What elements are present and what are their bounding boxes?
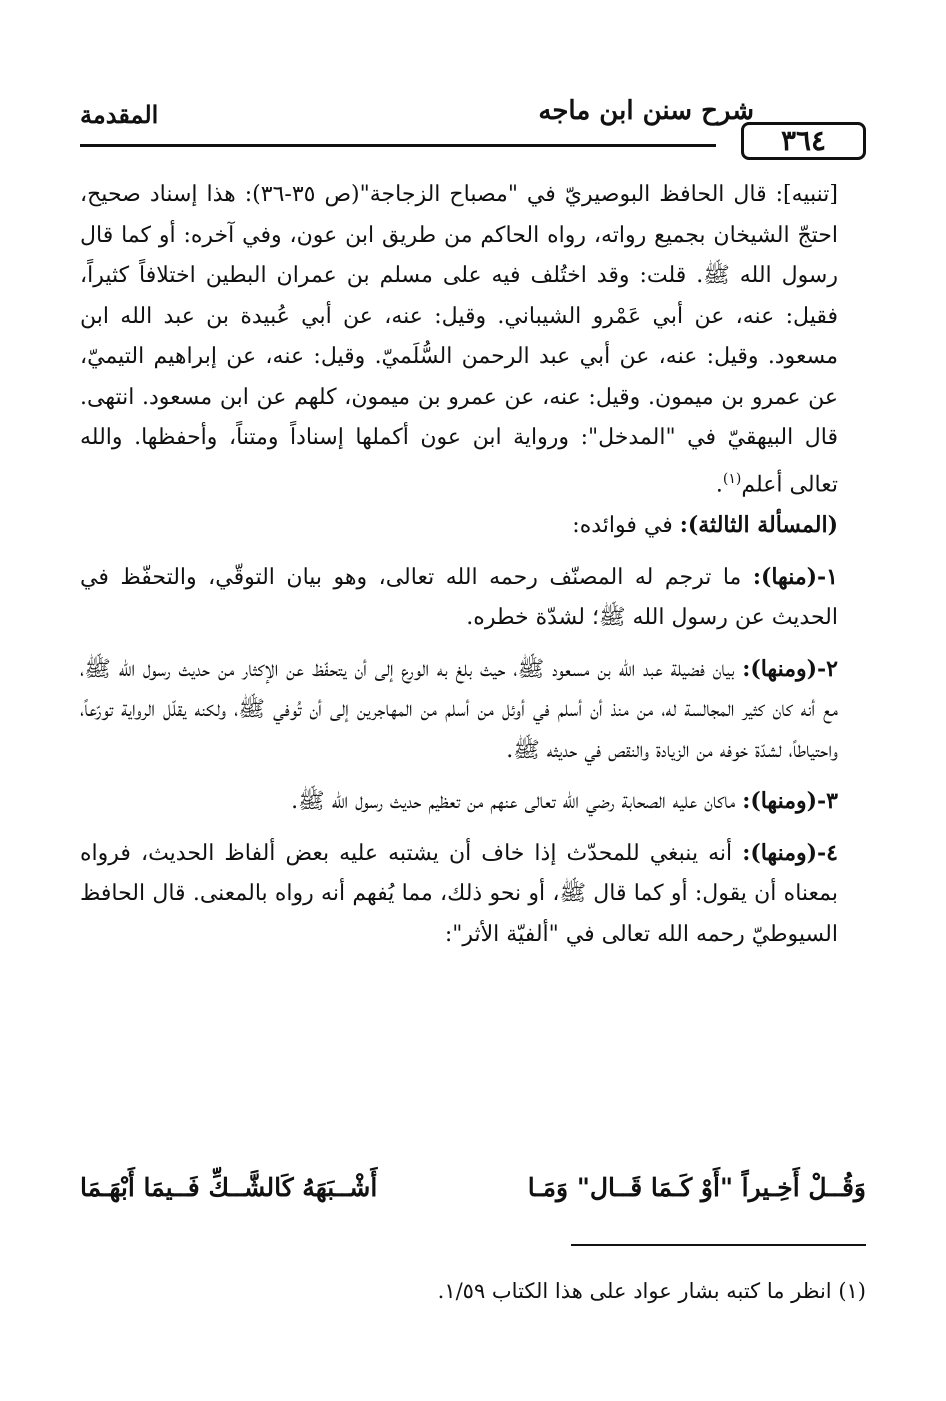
benefit-2 — [80, 649, 866, 772]
benefit-label: ٢-(ومنها): — [742, 655, 838, 682]
benefit-label: ١-(منها): — [752, 563, 838, 590]
benefit-text: ماكان عليه الصحابة رضي الله تعالى عنهم من تعظيم حديث رسول الله ﷺ. — [291, 789, 743, 815]
verse-first-hemistich: وَقُــلْ أَخِـيراً "أَوْ كَـمَا قَــال" وَمَـا — [527, 1173, 866, 1202]
footnote-ref: (١) — [722, 470, 742, 487]
benefit-label: ٣-(ومنها): — [742, 788, 838, 815]
benefit-text: بيان فضيلة عبد الله بن مسعود ﷺ، حيث بلغ به الورع إلى أن يتحفّظ عن الإكثار من حديث رسول الله ﷺ، مع أنه كان كثير المجالسة له، من منذ أن أسلم في أوئل من أسلم من المهاجرين إلى أن تُوفي ﷺ، ولكنه يقلّل الرواية تورّعاً، واحتياطاً، لشدّة خوفه من الزيادة والنقص في حديثه ﷺ. — [80, 656, 838, 763]
benefit-3 — [80, 781, 866, 823]
benefit-label: ٤-(ومنها): — [742, 839, 838, 866]
benefit-1 — [80, 557, 866, 639]
benefit-text: ما ترجم له المصنّف رحمه الله تعالى، وهو بيان التوقّي، والتحفّظ في الحديث عن رسول الله ﷺ؛ لشدّة خطره. — [80, 564, 838, 631]
footnote-separator — [571, 1244, 866, 1246]
section-title: المقدمة — [80, 100, 159, 129]
benefit-text: أنه ينبغي للمحدّث إذا خاف أن يشتبه عليه بعض ألفاظ الحديث، فرواه بمعناه أن يقول: أو كما قال ﷺ، أو نحو ذلك، مما يُفهم أنه رواه بالمعنى. قال الحافظ السيوطيّ رحمه الله تعالى في "ألفيّة الأثر": — [80, 840, 838, 947]
benefit-4 — [80, 833, 866, 956]
footnote: (١) انظر ما كتبه بشار عواد على هذا الكتاب ١/٥٩. — [437, 1279, 866, 1303]
issue-heading-rest: في فوائده: — [572, 513, 680, 539]
page-number: ٣٦٤ — [741, 122, 866, 160]
book-title: شرح سنن ابن ماجه — [538, 96, 754, 126]
note-text: [تنبيه]: قال الحافظ البوصيريّ في "مصباح الزجاجة"(ص ٣٥-٣٦): هذا إسناد صحيح، احتجّ الشيخان بجميع رواته، رواه الحاكم من طريق ابن عون، وفي آخره: أو كما قال رسول الله ﷺ. قلت: وقد اختُلف فيه على مسلم بن عمران البطين اختلافاً كثيراً، فقيل: عنه، عن أبي عَمْرو الشيباني. وقيل: عنه، عن أبي عُبيدة بن عبد الله ابن مسعود. وقيل: عنه، عن أبي عبد الرحمن السُّلَميّ. وقيل: عنه، عن إبراهيم التيميّ، عن عمرو بن ميمون. وقيل: عنه، عن عمرو بن ميمون، كلهم عن ابن مسعود. انتهى. قال البيهقيّ في "المدخل": ورواية ابن عون أكملها إسناداً ومتناً، وأحفظها. والله تعالى أعلم — [80, 182, 838, 497]
poem-verse — [80, 1173, 866, 1219]
issue-heading — [80, 505, 866, 547]
page-header — [80, 96, 866, 156]
header-rule — [80, 144, 716, 147]
note-paragraph: [تنبيه]: قال الحافظ البوصيريّ في "مصباح الزجاجة"(ص ٣٥-٣٦): هذا إسناد صحيح، احتجّ الشيخان بجميع رواته، رواه الحاكم من طريق ابن عون، وفي آخره: أو كما قال رسول الله ﷺ. قلت: وقد اختُلف فيه على مسلم بن عمران البطين اختلافاً كثيراً، فقيل: عنه، عن أبي عَمْرو الشيباني. وقيل: عنه، عن أبي عُبيدة بن عبد الله ابن مسعود. وقيل: عنه، عن أبي عبد الرحمن السُّلَميّ. وقيل: عنه، عن إبراهيم التيميّ، عن عمرو بن ميمون. وقيل: عنه، عن عمرو بن ميمون، كلهم عن ابن مسعود. انتهى. قال البيهقيّ في "المدخل": ورواية ابن عون أكملها إسناداً ومتناً، وأحفظها. والله تعالى أعلم$^{(١)}$. — [80, 182, 838, 497]
main-text — [80, 175, 866, 955]
issue-heading-label: (المسألة الثالثة): — [679, 512, 838, 539]
verse-second-hemistich: أَشْــبَهَهُ كَالشَّــكِّ فَــيمَا أَبْهَـمَا — [80, 1173, 378, 1202]
